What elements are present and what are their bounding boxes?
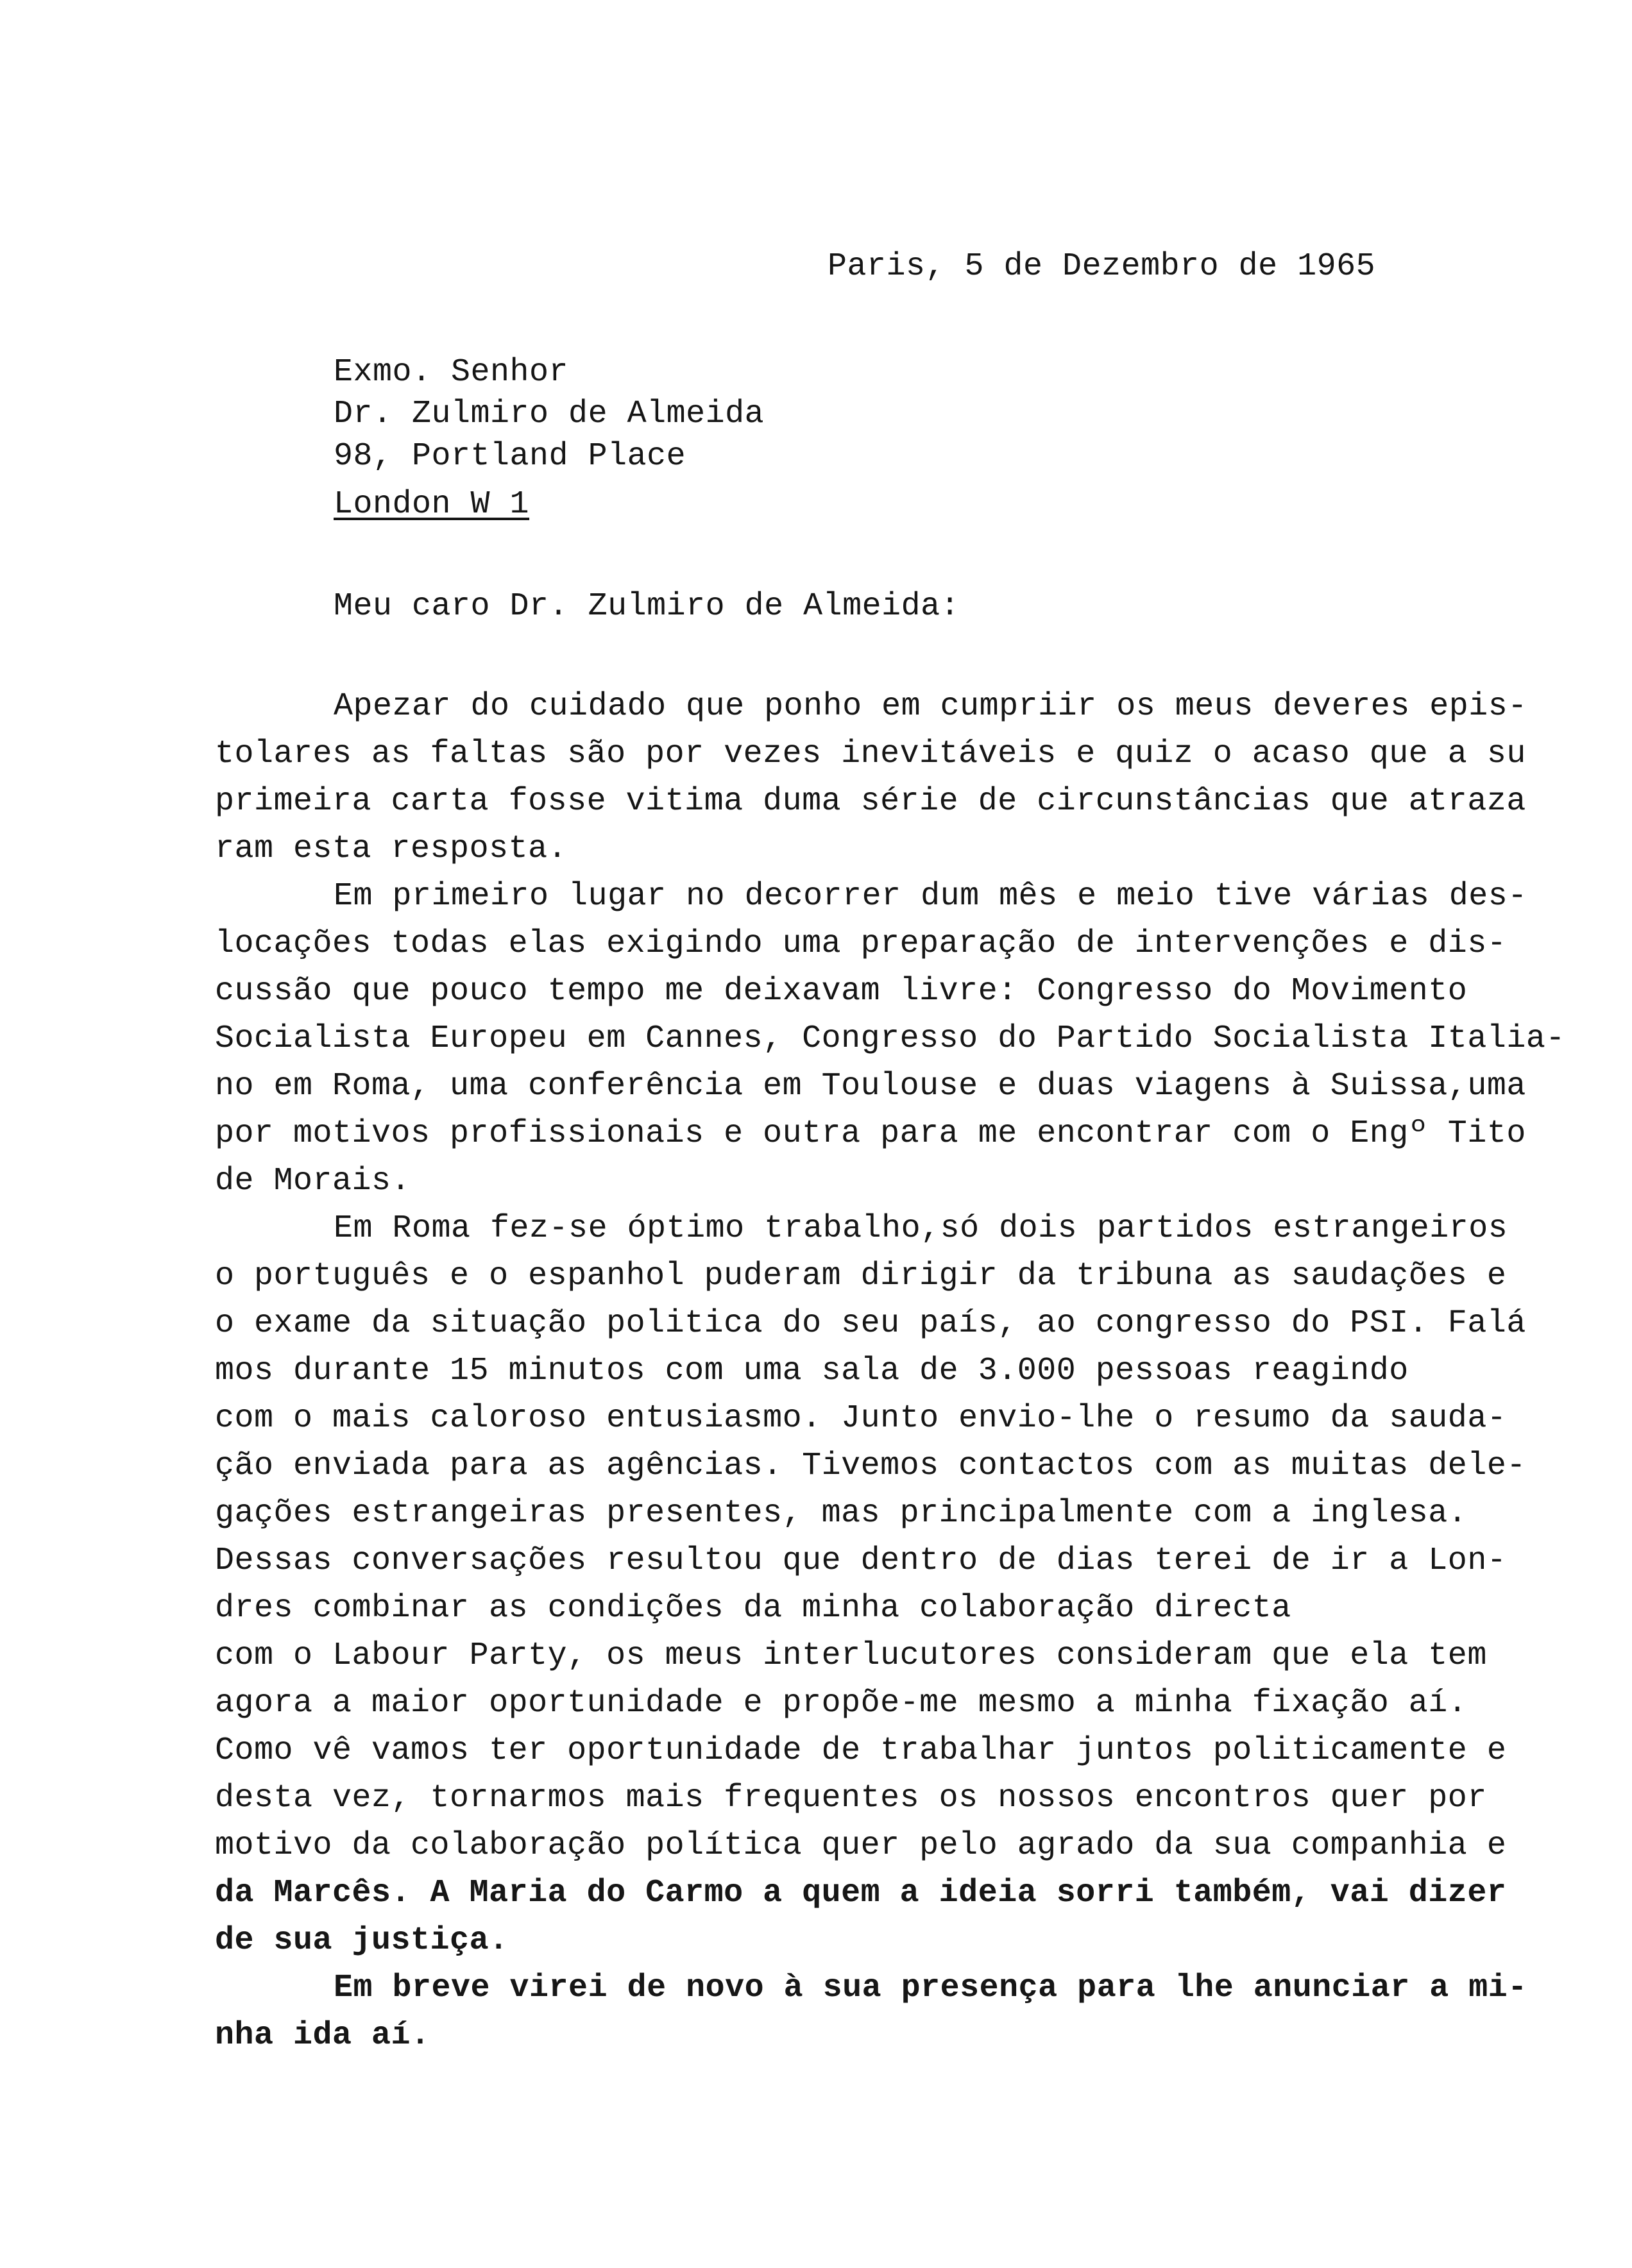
paragraph-line: mos durante 15 minutos com uma sala de 3.000 pessoas reagindo [215,1353,1409,1389]
paragraph-line: nha ida aí. [215,2017,430,2054]
paragraph-line: Dessas conversações resultou que dentro de dias terei de ir a Lon- [215,1543,1507,1579]
paragraph-line: de Morais. [215,1163,411,1199]
recipient-salutation-line: Exmo. Senhor [334,354,569,391]
paragraph-line: cussão que pouco tempo me deixavam livre: Congresso do Movimento [215,973,1468,1010]
paragraph-line: com o mais caloroso entusiasmo. Junto envio-lhe o resumo da sauda- [215,1400,1507,1437]
paragraph-line: no em Roma, uma conferência em Toulouse e duas viagens à Suissa,uma [215,1068,1526,1104]
paragraph-line: agora a maior oportunidade e propõe-me mesmo a minha fixação aí. [215,1685,1468,1722]
paragraph-line: ção enviada para as agências. Tivemos contactos com as muitas dele- [215,1448,1526,1484]
paragraph-line: com o Labour Party, os meus interlucutores consideram que ela tem [215,1638,1487,1674]
paragraph-line: o exame da situação politica do seu país, ao congresso do PSI. Falá [215,1305,1526,1342]
recipient-city: London W 1 [334,486,530,523]
paragraph-line: Em primeiro lugar no decorrer dum mês e meio tive várias des- [334,878,1527,915]
letter-date: Paris, 5 de Dezembro de 1965 [828,248,1376,285]
paragraph-line: tolares as faltas são por vezes inevitáveis e quiz o acaso que a su [215,736,1526,772]
paragraph-line: primeira carta fosse vitima duma série de circunstâncias que atraza [215,783,1526,820]
paragraph-line: por motivos profissionais e outra para me encontrar com o Engº Tito [215,1115,1526,1152]
paragraph-4 [215,1965,1527,2060]
paragraph-line: de sua justiça. [215,1922,509,1959]
paragraph-line: Em breve virei de novo à sua presença para lhe anunciar a mi- [334,1970,1527,2006]
paragraph-2 [215,873,1565,1205]
paragraph-line: Em Roma fez-se óptimo trabalho,só dois partidos estrangeiros [334,1210,1508,1247]
paragraph-line: dres combinar as condições da minha colaboração directa [215,1590,1291,1627]
recipient-street: 98, Portland Place [334,438,686,475]
paragraph-line: motivo da colaboração política quer pelo agrado da sua companhia e [215,1827,1507,1864]
paragraph-line: locações todas elas exigindo uma preparação de intervenções e dis- [215,926,1507,962]
paragraph-1 [215,683,1527,873]
paragraph-line: Apezar do cuidado que ponho em cumpriir os meus deveres epis- [334,688,1527,725]
paragraph-line: Como vê vamos ter oportunidade de trabalhar juntos politicamente e [215,1732,1507,1769]
paragraph-line: ram esta resposta. [215,831,568,867]
paragraph-3 [215,1205,1524,1965]
paragraph-line: gações estrangeiras presentes, mas principalmente com a inglesa. [215,1495,1468,1532]
recipient-name: Dr. Zulmiro de Almeida [334,396,765,432]
paragraph-line: da Marcês. A Maria do Carmo a quem a ideia sorri também, vai dizer [215,1875,1507,1911]
paragraph-line: desta vez, tornarmos mais frequentes os nossos encontros quer por [215,1780,1487,1816]
greeting: Meu caro Dr. Zulmiro de Almeida: [334,588,960,625]
paragraph-line: Socialista Europeu em Cannes, Congresso do Partido Socialista Italia- [215,1020,1565,1057]
paragraph-line: o português e o espanhol puderam dirigir da tribuna as saudações e [215,1258,1507,1294]
